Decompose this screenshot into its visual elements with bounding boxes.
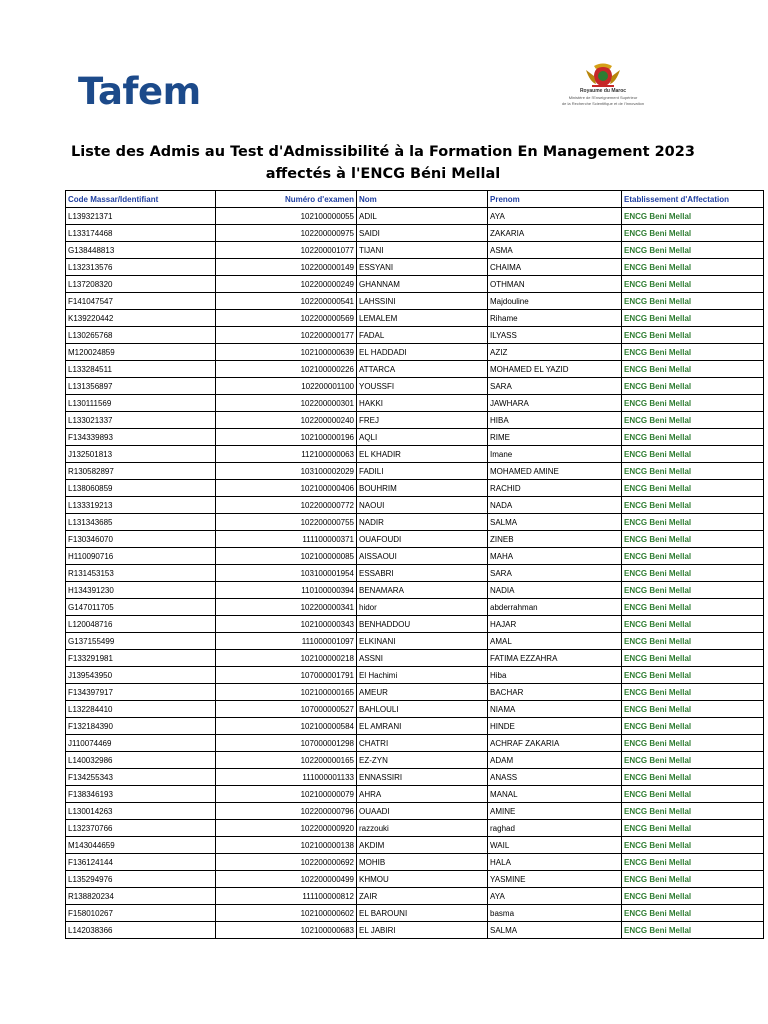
table-row: [66, 259, 764, 276]
cell-nom: AMEUR: [357, 684, 488, 701]
cell-code-massar: F134339893: [66, 429, 216, 446]
cell-code-massar: F134255343: [66, 769, 216, 786]
cell-prenom: ASMA: [488, 242, 622, 259]
cell-prenom: RIME: [488, 429, 622, 446]
cell-numero-examen: 102200000541: [216, 293, 357, 310]
header-prenom: Prenom: [488, 191, 622, 208]
cell-prenom: Rihame: [488, 310, 622, 327]
cell-etablissement: ENCG Beni Mellal: [622, 854, 764, 871]
table-row: [66, 922, 764, 939]
cell-etablissement: ENCG Beni Mellal: [622, 497, 764, 514]
cell-prenom: MAHA: [488, 548, 622, 565]
cell-code-massar: M120024859: [66, 344, 216, 361]
table-row: [66, 395, 764, 412]
cell-numero-examen: 102200001100: [216, 378, 357, 395]
cell-code-massar: L133284511: [66, 361, 216, 378]
cell-nom: EL AMRANI: [357, 718, 488, 735]
cell-nom: ADIL: [357, 208, 488, 225]
cell-numero-examen: 102100000343: [216, 616, 357, 633]
crest-line3: de la Recherche Scientifique et de l'Innovation: [561, 101, 645, 106]
table-row: [66, 871, 764, 888]
cell-prenom: AMAL: [488, 633, 622, 650]
cell-code-massar: F132184390: [66, 718, 216, 735]
cell-etablissement: ENCG Beni Mellal: [622, 531, 764, 548]
cell-numero-examen: 102200000165: [216, 752, 357, 769]
cell-code-massar: L120048716: [66, 616, 216, 633]
cell-numero-examen: 102100000079: [216, 786, 357, 803]
cell-code-massar: M143044659: [66, 837, 216, 854]
cell-code-massar: L133021337: [66, 412, 216, 429]
cell-nom: NAOUI: [357, 497, 488, 514]
cell-nom: HAKKI: [357, 395, 488, 412]
table-row: [66, 497, 764, 514]
cell-numero-examen: 102200001077: [216, 242, 357, 259]
cell-nom: BOUHRIM: [357, 480, 488, 497]
cell-nom: hidor: [357, 599, 488, 616]
cell-etablissement: ENCG Beni Mellal: [622, 208, 764, 225]
table-row: [66, 514, 764, 531]
cell-etablissement: ENCG Beni Mellal: [622, 820, 764, 837]
cell-prenom: OTHMAN: [488, 276, 622, 293]
cell-nom: razzouki: [357, 820, 488, 837]
table-row: [66, 463, 764, 480]
cell-etablissement: ENCG Beni Mellal: [622, 480, 764, 497]
cell-prenom: ANASS: [488, 769, 622, 786]
cell-nom: BENAMARA: [357, 582, 488, 599]
table-row: [66, 837, 764, 854]
table-row: [66, 803, 764, 820]
cell-nom: LEMALEM: [357, 310, 488, 327]
cell-etablissement: ENCG Beni Mellal: [622, 752, 764, 769]
cell-numero-examen: 102200000975: [216, 225, 357, 242]
cell-etablissement: ENCG Beni Mellal: [622, 276, 764, 293]
cell-etablissement: ENCG Beni Mellal: [622, 565, 764, 582]
table-row: [66, 446, 764, 463]
cell-code-massar: F141047547: [66, 293, 216, 310]
table-row: [66, 854, 764, 871]
cell-numero-examen: 102200000569: [216, 310, 357, 327]
cell-code-massar: H110090716: [66, 548, 216, 565]
cell-nom: AQLI: [357, 429, 488, 446]
table-row: [66, 361, 764, 378]
cell-nom: El Hachimi: [357, 667, 488, 684]
cell-nom: AISSAOUI: [357, 548, 488, 565]
cell-nom: MOHIB: [357, 854, 488, 871]
cell-prenom: HAJAR: [488, 616, 622, 633]
cell-nom: ENNASSIRI: [357, 769, 488, 786]
kingdom-crest: [548, 62, 658, 120]
header-etablissement: Etablissement d'Affectation: [622, 191, 764, 208]
table-row: [66, 531, 764, 548]
cell-nom: EL BAROUNI: [357, 905, 488, 922]
cell-code-massar: L130265768: [66, 327, 216, 344]
admis-table: [65, 190, 764, 939]
cell-nom: AKDIM: [357, 837, 488, 854]
cell-etablissement: ENCG Beni Mellal: [622, 871, 764, 888]
cell-prenom: YASMINE: [488, 871, 622, 888]
cell-code-massar: L140032986: [66, 752, 216, 769]
cell-nom: FREJ: [357, 412, 488, 429]
table-row: [66, 735, 764, 752]
cell-nom: FADILI: [357, 463, 488, 480]
cell-nom: FADAL: [357, 327, 488, 344]
cell-nom: ATTARCA: [357, 361, 488, 378]
cell-prenom: HIBA: [488, 412, 622, 429]
cell-prenom: MOHAMED AMINE: [488, 463, 622, 480]
cell-etablissement: ENCG Beni Mellal: [622, 429, 764, 446]
cell-numero-examen: 102100000639: [216, 344, 357, 361]
table-row: [66, 599, 764, 616]
cell-prenom: FATIMA EZZAHRA: [488, 650, 622, 667]
cell-numero-examen: 102100000584: [216, 718, 357, 735]
cell-numero-examen: 107000000527: [216, 701, 357, 718]
title-line2: affectés à l'ENCG Béni Mellal: [265, 166, 501, 182]
cell-prenom: HALA: [488, 854, 622, 871]
cell-code-massar: R138820234: [66, 888, 216, 905]
table-row: [66, 344, 764, 361]
cell-prenom: ILYASS: [488, 327, 622, 344]
cell-numero-examen: 103100002029: [216, 463, 357, 480]
table-row: [66, 548, 764, 565]
cell-code-massar: L131356897: [66, 378, 216, 395]
cell-numero-examen: 102200000341: [216, 599, 357, 616]
cell-numero-examen: 102100000683: [216, 922, 357, 939]
cell-etablissement: ENCG Beni Mellal: [622, 514, 764, 531]
cell-etablissement: ENCG Beni Mellal: [622, 786, 764, 803]
table-row: [66, 650, 764, 667]
cell-nom: EL JABIRI: [357, 922, 488, 939]
cell-prenom: RACHID: [488, 480, 622, 497]
cell-nom: LAHSSINI: [357, 293, 488, 310]
header-nom: Nom: [357, 191, 488, 208]
cell-prenom: Imane: [488, 446, 622, 463]
cell-etablissement: ENCG Beni Mellal: [622, 446, 764, 463]
document-title: [66, 141, 700, 185]
cell-etablissement: ENCG Beni Mellal: [622, 310, 764, 327]
cell-code-massar: H134391230: [66, 582, 216, 599]
cell-etablissement: ENCG Beni Mellal: [622, 293, 764, 310]
table-row: [66, 565, 764, 582]
cell-prenom: Majdouline: [488, 293, 622, 310]
cell-numero-examen: 111000001133: [216, 769, 357, 786]
cell-nom: TIJANI: [357, 242, 488, 259]
cell-numero-examen: 102200000240: [216, 412, 357, 429]
table-row: [66, 718, 764, 735]
table-row: [66, 905, 764, 922]
cell-code-massar: L133174468: [66, 225, 216, 242]
cell-code-massar: L131343685: [66, 514, 216, 531]
cell-numero-examen: 102100000226: [216, 361, 357, 378]
cell-etablissement: ENCG Beni Mellal: [622, 616, 764, 633]
cell-etablissement: ENCG Beni Mellal: [622, 225, 764, 242]
table-row: [66, 412, 764, 429]
cell-etablissement: ENCG Beni Mellal: [622, 361, 764, 378]
cell-prenom: MOHAMED EL YAZID: [488, 361, 622, 378]
cell-numero-examen: 102100000196: [216, 429, 357, 446]
cell-etablissement: ENCG Beni Mellal: [622, 548, 764, 565]
cell-code-massar: R130582897: [66, 463, 216, 480]
table-row: [66, 769, 764, 786]
cell-prenom: SALMA: [488, 514, 622, 531]
cell-numero-examen: 102200000149: [216, 259, 357, 276]
crest-emblem-icon: [580, 62, 626, 88]
cell-numero-examen: 102200000796: [216, 803, 357, 820]
cell-numero-examen: 102200000772: [216, 497, 357, 514]
cell-numero-examen: 111100000371: [216, 531, 357, 548]
cell-code-massar: F158010267: [66, 905, 216, 922]
cell-etablissement: ENCG Beni Mellal: [622, 378, 764, 395]
crest-line1: Royaume du Maroc: [579, 88, 627, 94]
cell-prenom: ACHRAF ZAKARIA: [488, 735, 622, 752]
table-row: [66, 616, 764, 633]
table-header-row: [66, 191, 764, 208]
cell-etablissement: ENCG Beni Mellal: [622, 684, 764, 701]
cell-etablissement: ENCG Beni Mellal: [622, 922, 764, 939]
cell-nom: EL KHADIR: [357, 446, 488, 463]
cell-nom: NADIR: [357, 514, 488, 531]
cell-prenom: NADA: [488, 497, 622, 514]
cell-code-massar: L130111569: [66, 395, 216, 412]
cell-nom: OUAADI: [357, 803, 488, 820]
cell-code-massar: J132501813: [66, 446, 216, 463]
cell-etablissement: ENCG Beni Mellal: [622, 633, 764, 650]
cell-prenom: SARA: [488, 565, 622, 582]
cell-numero-examen: 112100000063: [216, 446, 357, 463]
cell-prenom: WAIL: [488, 837, 622, 854]
cell-nom: ZAIR: [357, 888, 488, 905]
cell-prenom: HINDE: [488, 718, 622, 735]
table-row: [66, 310, 764, 327]
cell-numero-examen: 107000001298: [216, 735, 357, 752]
cell-code-massar: J110074469: [66, 735, 216, 752]
cell-prenom: raghad: [488, 820, 622, 837]
cell-prenom: ZAKARIA: [488, 225, 622, 242]
cell-code-massar: L138060859: [66, 480, 216, 497]
cell-code-massar: L132370766: [66, 820, 216, 837]
cell-etablissement: ENCG Beni Mellal: [622, 837, 764, 854]
cell-etablissement: ENCG Beni Mellal: [622, 718, 764, 735]
table-row: [66, 293, 764, 310]
cell-nom: EL HADDADI: [357, 344, 488, 361]
cell-etablissement: ENCG Beni Mellal: [622, 769, 764, 786]
cell-nom: ELKINANI: [357, 633, 488, 650]
cell-numero-examen: 102100000406: [216, 480, 357, 497]
cell-numero-examen: 111000001097: [216, 633, 357, 650]
cell-prenom: CHAIMA: [488, 259, 622, 276]
table-row: [66, 684, 764, 701]
cell-nom: CHATRI: [357, 735, 488, 752]
cell-prenom: abderrahman: [488, 599, 622, 616]
cell-prenom: MANAL: [488, 786, 622, 803]
cell-prenom: ADAM: [488, 752, 622, 769]
cell-prenom: basma: [488, 905, 622, 922]
cell-etablissement: ENCG Beni Mellal: [622, 259, 764, 276]
cell-code-massar: L142038366: [66, 922, 216, 939]
cell-etablissement: ENCG Beni Mellal: [622, 242, 764, 259]
table-row: [66, 701, 764, 718]
cell-numero-examen: 102200000692: [216, 854, 357, 871]
table-row: [66, 208, 764, 225]
table-row: [66, 752, 764, 769]
cell-code-massar: L133319213: [66, 497, 216, 514]
cell-nom: BENHADDOU: [357, 616, 488, 633]
cell-nom: OUAFOUDI: [357, 531, 488, 548]
cell-nom: ASSNI: [357, 650, 488, 667]
table-row: [66, 820, 764, 837]
cell-numero-examen: 102200000755: [216, 514, 357, 531]
table-row: [66, 888, 764, 905]
cell-numero-examen: 111100000812: [216, 888, 357, 905]
cell-etablissement: ENCG Beni Mellal: [622, 344, 764, 361]
cell-numero-examen: 110100000394: [216, 582, 357, 599]
table-row: [66, 480, 764, 497]
cell-numero-examen: 102100000055: [216, 208, 357, 225]
table-row: [66, 429, 764, 446]
table-row: [66, 225, 764, 242]
cell-nom: YOUSSFI: [357, 378, 488, 395]
cell-code-massar: G138448813: [66, 242, 216, 259]
crest-line2: Ministère de l'Enseignement Supérieur: [568, 95, 638, 100]
cell-etablissement: ENCG Beni Mellal: [622, 735, 764, 752]
table-row: [66, 633, 764, 650]
table-row: [66, 276, 764, 293]
cell-numero-examen: 102200000301: [216, 395, 357, 412]
cell-code-massar: J139543950: [66, 667, 216, 684]
cell-nom: ESSABRI: [357, 565, 488, 582]
cell-prenom: BACHAR: [488, 684, 622, 701]
header-code-massar: Code Massar/Identifiant: [66, 191, 216, 208]
cell-code-massar: G137155499: [66, 633, 216, 650]
cell-numero-examen: 102100000138: [216, 837, 357, 854]
cell-code-massar: L137208320: [66, 276, 216, 293]
cell-code-massar: L132284410: [66, 701, 216, 718]
cell-numero-examen: 102100000165: [216, 684, 357, 701]
cell-etablissement: ENCG Beni Mellal: [622, 888, 764, 905]
cell-nom: SAIDI: [357, 225, 488, 242]
cell-nom: GHANNAM: [357, 276, 488, 293]
cell-prenom: AZIZ: [488, 344, 622, 361]
table-body: [66, 208, 764, 939]
cell-numero-examen: 102100000602: [216, 905, 357, 922]
cell-etablissement: ENCG Beni Mellal: [622, 412, 764, 429]
cell-code-massar: F134397917: [66, 684, 216, 701]
table-row: [66, 378, 764, 395]
cell-numero-examen: 102100000085: [216, 548, 357, 565]
cell-code-massar: F133291981: [66, 650, 216, 667]
cell-code-massar: G147011705: [66, 599, 216, 616]
cell-nom: BAHLOULI: [357, 701, 488, 718]
cell-numero-examen: 102200000920: [216, 820, 357, 837]
cell-prenom: AYA: [488, 888, 622, 905]
cell-etablissement: ENCG Beni Mellal: [622, 327, 764, 344]
cell-prenom: AYA: [488, 208, 622, 225]
header-numero-examen: Numéro d'examen: [216, 191, 357, 208]
cell-numero-examen: 102100000218: [216, 650, 357, 667]
cell-code-massar: L135294976: [66, 871, 216, 888]
table-row: [66, 242, 764, 259]
cell-prenom: Hiba: [488, 667, 622, 684]
cell-code-massar: F130346070: [66, 531, 216, 548]
cell-code-massar: F138346193: [66, 786, 216, 803]
cell-code-massar: L130014263: [66, 803, 216, 820]
cell-prenom: NIAMA: [488, 701, 622, 718]
cell-code-massar: L139321371: [66, 208, 216, 225]
cell-numero-examen: 107000001791: [216, 667, 357, 684]
cell-etablissement: ENCG Beni Mellal: [622, 905, 764, 922]
cell-etablissement: ENCG Beni Mellal: [622, 582, 764, 599]
cell-code-massar: R131453153: [66, 565, 216, 582]
cell-etablissement: ENCG Beni Mellal: [622, 667, 764, 684]
cell-numero-examen: 102200000249: [216, 276, 357, 293]
cell-etablissement: ENCG Beni Mellal: [622, 395, 764, 412]
tafem-logo: Tafem: [78, 70, 201, 113]
table-row: [66, 667, 764, 684]
cell-prenom: AMINE: [488, 803, 622, 820]
cell-etablissement: ENCG Beni Mellal: [622, 803, 764, 820]
cell-nom: EZ-ZYN: [357, 752, 488, 769]
table-row: [66, 582, 764, 599]
cell-etablissement: ENCG Beni Mellal: [622, 701, 764, 718]
table-row: [66, 786, 764, 803]
cell-numero-examen: 102200000499: [216, 871, 357, 888]
cell-prenom: SALMA: [488, 922, 622, 939]
cell-code-massar: L132313576: [66, 259, 216, 276]
cell-nom: AHRA: [357, 786, 488, 803]
cell-prenom: SARA: [488, 378, 622, 395]
cell-nom: ESSYANI: [357, 259, 488, 276]
cell-nom: KHMOU: [357, 871, 488, 888]
table-row: [66, 327, 764, 344]
cell-etablissement: ENCG Beni Mellal: [622, 599, 764, 616]
cell-prenom: ZINEB: [488, 531, 622, 548]
cell-etablissement: ENCG Beni Mellal: [622, 463, 764, 480]
cell-prenom: NADIA: [488, 582, 622, 599]
cell-numero-examen: 103100001954: [216, 565, 357, 582]
cell-code-massar: F136124144: [66, 854, 216, 871]
cell-etablissement: ENCG Beni Mellal: [622, 650, 764, 667]
cell-code-massar: K139220442: [66, 310, 216, 327]
title-line1: Liste des Admis au Test d'Admissibilité à la Formation En Management 2023: [71, 144, 695, 160]
cell-numero-examen: 102200000177: [216, 327, 357, 344]
cell-prenom: JAWHARA: [488, 395, 622, 412]
